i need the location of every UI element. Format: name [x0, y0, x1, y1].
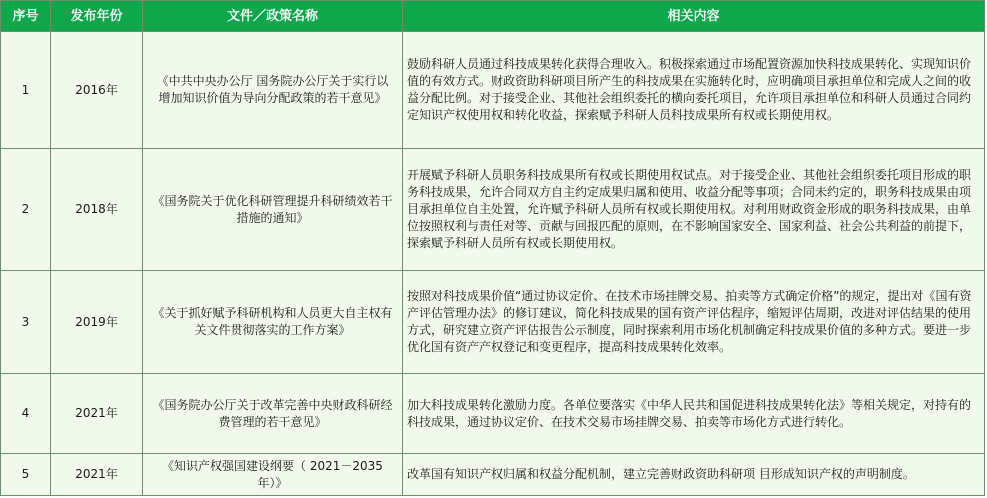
row-content: 鼓励科研人员通过科技成果转化获得合理收入。积极探索通过市场配置资源加快科技成果转化、实现知识价值的有效方式。财政资助科研项目所产生的科技成果在实施转化时，应明确项目承担单位和完成人之间的收益分配比例。对于接受企业、其他社会组织委托的横向委托项目，允许项目承担单位和科研人员通过合同约定知识产权使用权和转化收益，探索赋予科研人员科技成果所有权或长期使用权。 — [403, 32, 985, 149]
row-content: 加大科技成果转化激励力度。各单位要落实《中华人民共和国促进科技成果转化法》等相关规定，对持有的科技成果，通过协议定价、在技术交易市场挂牌交易、拍卖等市场化方式进行转化。 — [403, 374, 985, 454]
row-title: 《国务院关于优化科研管理提升科研绩效若干措施的通知》 — [143, 149, 403, 271]
row-num: 2 — [1, 149, 51, 271]
header-num: 序号 — [1, 1, 51, 32]
row-title: 《国务院办公厅关于改革完善中央财政科研经费管理的若干意见》 — [143, 374, 403, 454]
row-title: 《关于抓好赋予科研机构和人员更大自主权有关文件贯彻落实的工作方案》 — [143, 271, 403, 374]
header-title: 文件／政策名称 — [143, 1, 403, 32]
table-row — [1, 149, 985, 271]
row-content: 按照对科技成果价值“通过协议定价、在技术市场挂牌交易、拍卖等方式确定价格”的规定，提出对《国有资产评估管理办法》的修订建议，简化科技成果的国有资产评估程序，缩短评估周期，改进对评估结果的使用方式，研究建立资产评估报告公示制度，同时探索利用市场化机制确定科技成果价值的多种方式。要进一步优化国有资产产权登记和变更程序，提高科技成果转化效率。 — [403, 271, 985, 374]
row-year: 2021年 — [51, 454, 143, 496]
table-row — [1, 374, 985, 454]
row-year: 2018年 — [51, 149, 143, 271]
row-num: 1 — [1, 32, 51, 149]
table-row — [1, 271, 985, 374]
row-num: 3 — [1, 271, 51, 374]
row-year: 2019年 — [51, 271, 143, 374]
row-content: 改革国有知识产权归属和权益分配机制，建立完善财政资助科研项 目形成知识产权的声明制度。 — [403, 454, 985, 496]
table-header-row — [1, 1, 985, 32]
header-content: 相关内容 — [403, 1, 985, 32]
row-num: 4 — [1, 374, 51, 454]
table-row — [1, 454, 985, 496]
row-content: 开展赋予科研人员职务科技成果所有权或长期使用权试点。对于接受企业、其他社会组织委托项目形成的职务科技成果，允许合同双方自主约定成果归属和使用、收益分配等事项；合同未约定的，职务科技成果由项目承担单位自主处置，允许赋予科研人员所有权或长期使用权。对利用财政资金形成的职务科技成果，由单位按照权利与责任对等、贡献与回报匹配的原则，在不影响国家安全、国家利益、社会公共利益的前提下，探索赋予科研人员所有权或长期使用权。 — [403, 149, 985, 271]
table-row — [1, 32, 985, 149]
row-year: 2016年 — [51, 32, 143, 149]
row-num: 5 — [1, 454, 51, 496]
row-title: 《知识产权强国建设纲要（ 2021－2035 年）》 — [143, 454, 403, 496]
row-year: 2021年 — [51, 374, 143, 454]
row-title: 《中共中央办公厅 国务院办公厅关于实行以增加知识价值为导向分配政策的若干意见》 — [143, 32, 403, 149]
header-year: 发布年份 — [51, 1, 143, 32]
